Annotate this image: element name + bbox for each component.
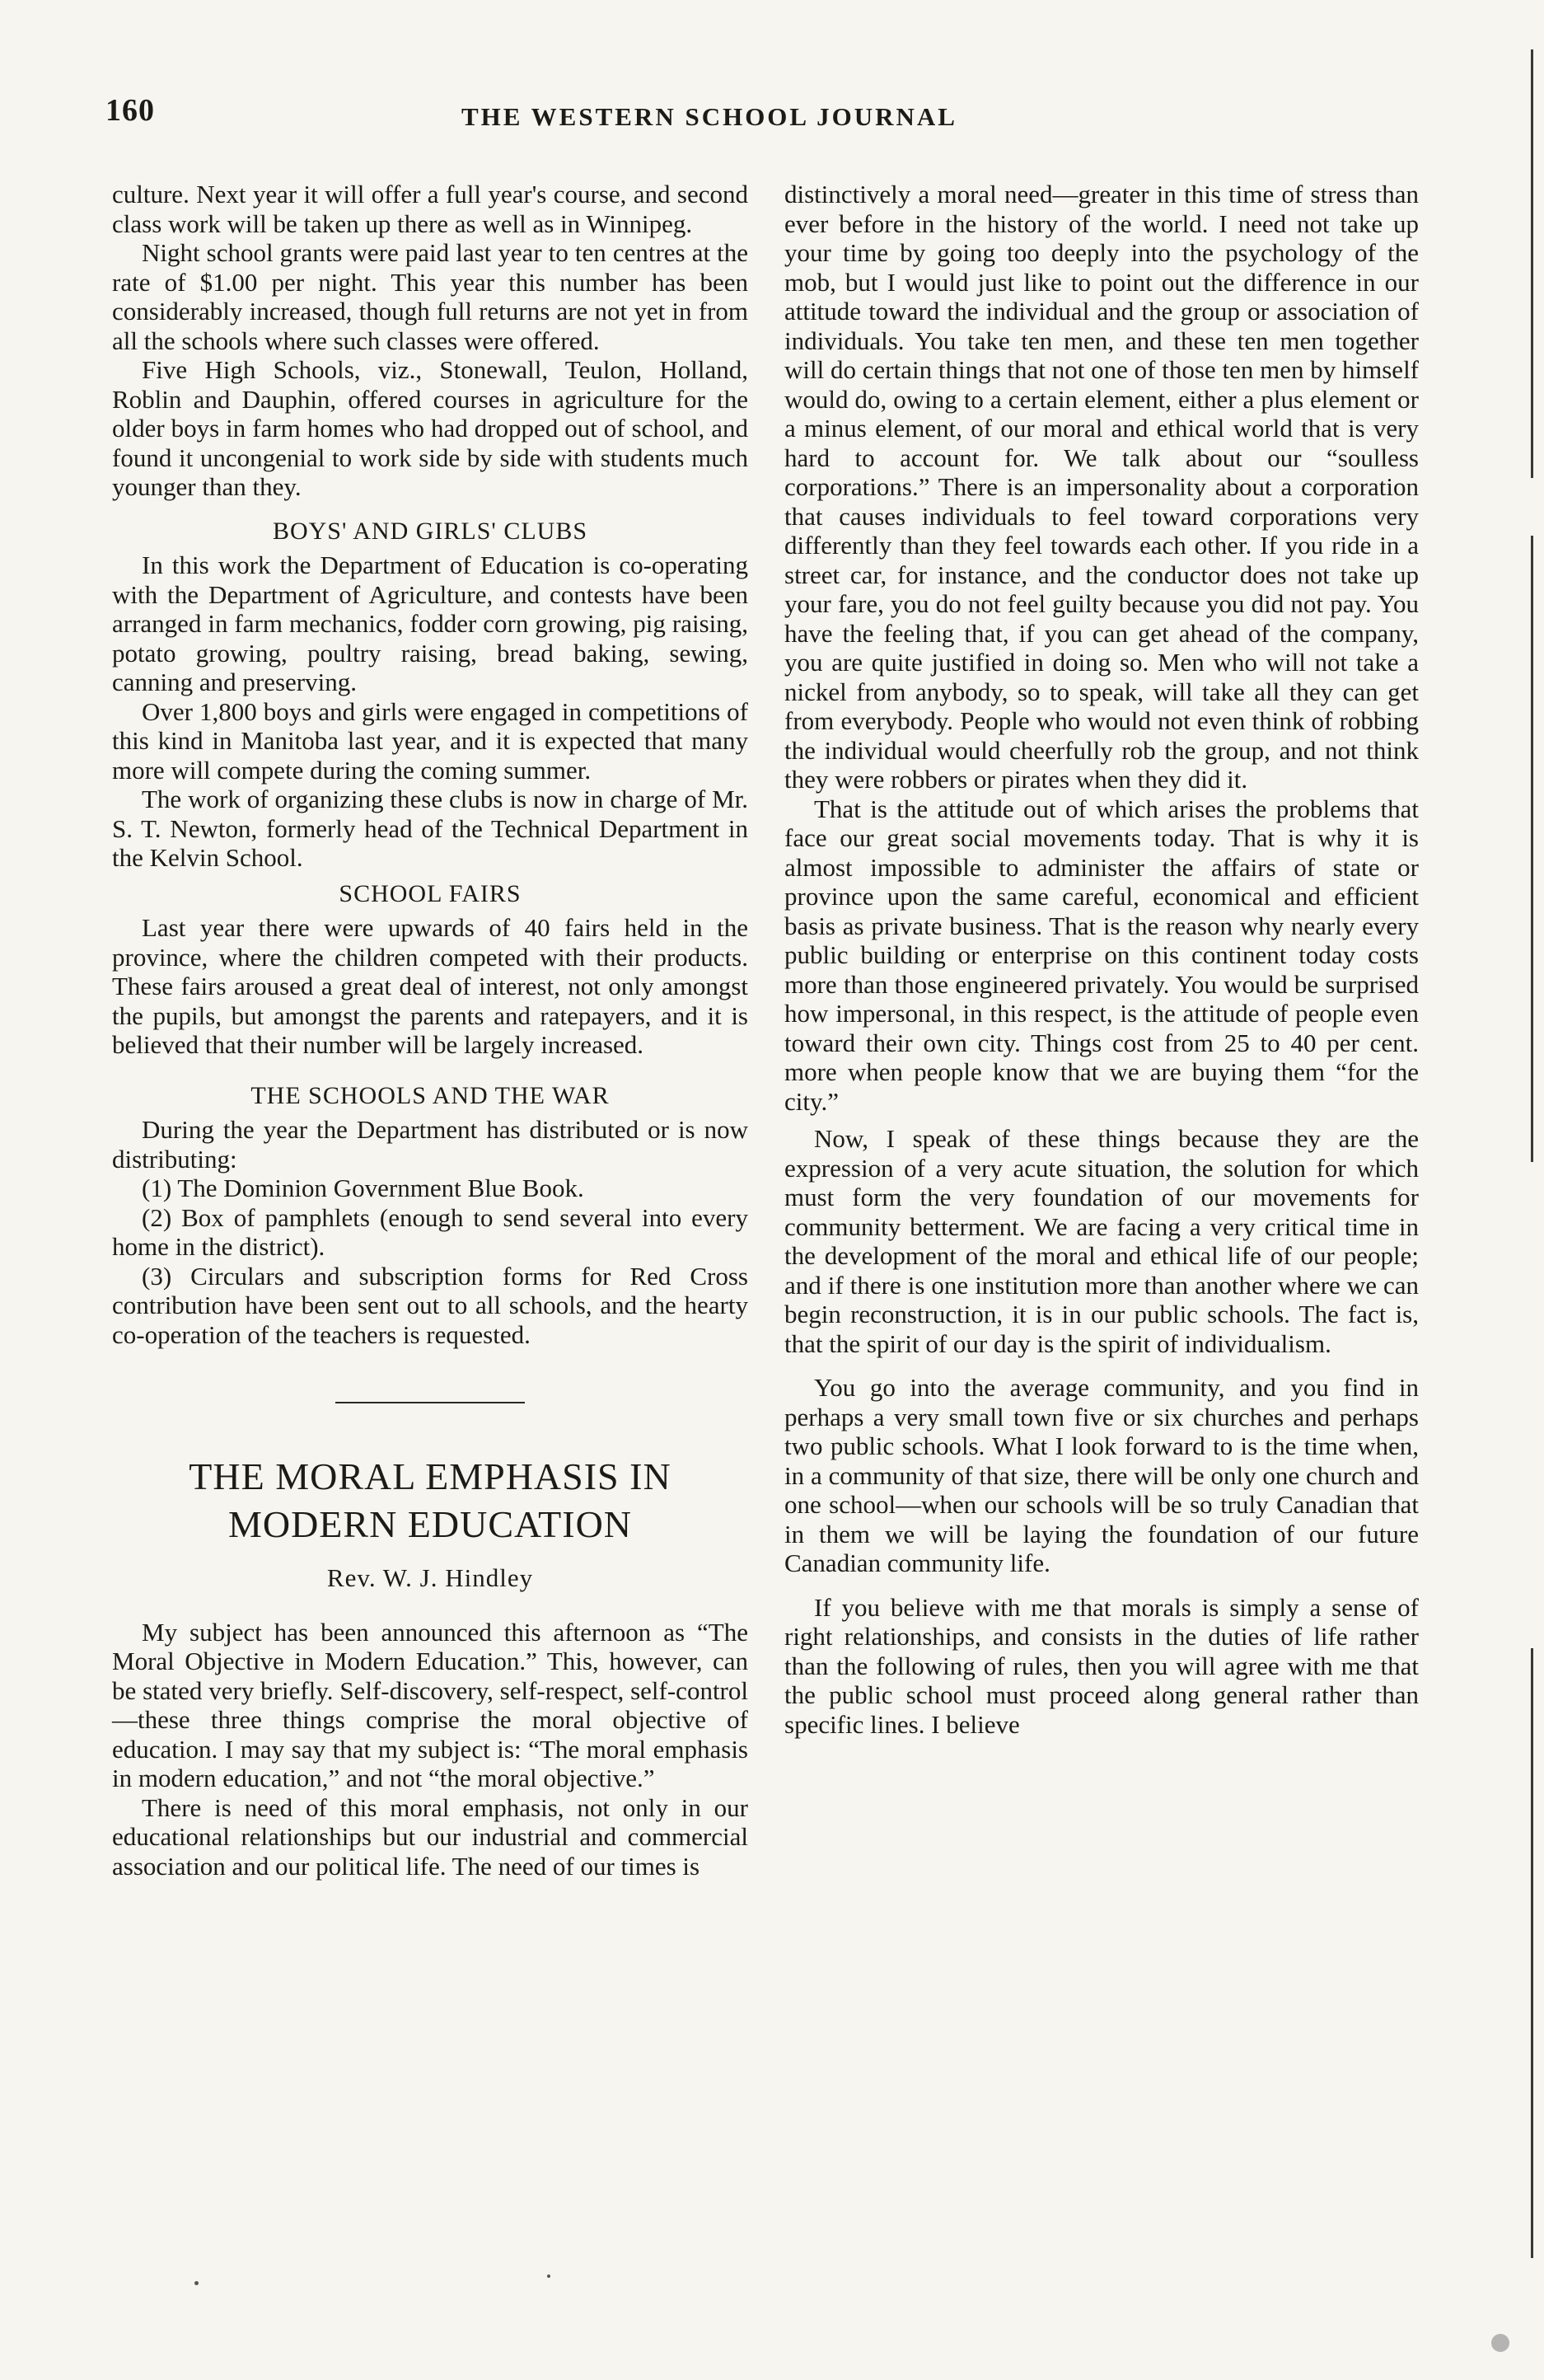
- edge-line: [1531, 536, 1533, 1162]
- list-item: (1) The Dominion Government Blue Book.: [142, 1174, 584, 1202]
- section-heading-war: THE SCHOOLS AND THE WAR: [250, 1081, 610, 1109]
- paragraph: Over 1,800 boys and girls were engaged in competitions of this kind in Manitoba last year, and it is expected that many more will compete during the coming summer.: [112, 696, 748, 785]
- divider: [335, 1402, 525, 1403]
- left-column: [112, 180, 748, 1881]
- list-item: (2) Box of pamphlets (enough to send several into every home in the district).: [112, 1202, 748, 1261]
- paragraph: Five High Schools, viz., Stonewall, Teulon, Holland, Roblin and Dauphin, offered courses in agriculture for the older boys in farm homes who had dropped out of school, and found it uncongenial to work side by side with students much younger than they.: [112, 355, 748, 501]
- page-edge-binding: [1531, 0, 1534, 2380]
- paragraph: You go into the average community, and you find in perhaps a very small town five or six churches and perhaps two public schools. What I look forward to is the time when, in a community of that size, there will be only one church and one school—when our schools will be so truly Canadian that in them we will be laying the foundation of our future Canadian community life.: [784, 1373, 1419, 1577]
- byline: Rev. W. J. Hindley: [326, 1563, 534, 1592]
- article-title-line-1: THE MORAL EMPHASIS IN: [189, 1455, 671, 1497]
- print-speck: [547, 2275, 550, 2278]
- section-heading-clubs: BOYS' AND GIRLS' CLUBS: [272, 517, 588, 545]
- paragraph: My subject has been announced this afternoon as “The Moral Objective in Modern Education.” This, however, can be stated very briefly. Self-discovery, self-respect, self-control—these three things comprise the moral objective of education. I may say that my subject is: “The moral emphasis in modern education,” and not “the moral objective.”: [112, 1617, 748, 1792]
- paragraph: Night school grants were paid last year to ten centres at the rate of $1.00 per night. This year this number has been considerably increased, though full returns are not yet in from all the schools where such classes were offered.: [112, 238, 748, 355]
- paragraph: The work of organizing these clubs is now in charge of Mr. S. T. Newton, formerly head of the Technical Department in the Kelvin School.: [112, 785, 748, 872]
- edge-line: [1531, 1648, 1533, 2258]
- paragraph: Now, I speak of these things because they are the expression of a very acute situation, the solution for which must form the very foundation of our movements for community betterment. We are facing a very critical time in the development of the moral and ethical life of our people; and if there is one institution more than another where we can begin reconstruction, it is in our public schools. The fact is, that the spirit of our day is the spirit of individualism.: [784, 1124, 1419, 1358]
- paragraph: During the year the Department has distributed or is now distributing:: [112, 1115, 748, 1174]
- list-item: (3) Circulars and subscription forms for Red Cross contribution have been sent out to all schools, and the hearty co-operation of the teachers is requested.: [112, 1261, 748, 1349]
- print-speck: [1491, 2334, 1509, 2352]
- paragraph: If you believe with me that morals is simply a sense of right relationships, and consists in the duties of life rather than the following of rules, then you will agree with me that the public school must proceed along general rather than specific lines. I believe: [784, 1592, 1419, 1739]
- paragraph: In this work the Department of Education is co-operating with the Department of Agriculture, and contests have been arranged in farm mechanics, fodder corn growing, pig raising, potato growing, poultry raising, bread baking, sewing, canning and preserving.: [112, 550, 748, 696]
- edge-line: [1531, 49, 1533, 478]
- running-head: THE WESTERN SCHOOL JOURNAL: [461, 102, 957, 131]
- paragraph: That is the attitude out of which arises the problems that face our great social movements today. That is why it is almost impossible to administer the affairs of state or province upon the same careful, economical and efficient basis as private business. That is the reason why nearly every public building or enterprise on this continent today costs more than those engineered privately. You would be surprised how impersonal, in this respect, is the attitude of people even toward their own city. Things cost from 25 to 40 per cent. more when people know that we are buying them “for the city.”: [784, 794, 1419, 1116]
- paragraph: Last year there were upwards of 40 fairs held in the province, where the children competed with their products. These fairs aroused a great deal of interest, not only amongst the pupils, but amongst the parents and ratepayers, and it is believed that their number will be largely increased.: [112, 913, 748, 1059]
- paragraph: There is need of this moral emphasis, not only in our educational relationships but our industrial and commercial association and our political life. The need of our times is: [112, 1792, 748, 1881]
- paragraph: distinctively a moral need—greater in this time of stress than ever before in the history of the world. I need not take up your time by going too deeply into the psychology of the mob, but I would just like to point out the difference in our attitude toward the individual and the group or association of individuals. You take ten men, and these ten men together will do certain things that not one of those ten men by himself would do, owing to a certain element, either a plus element or a minus element, of our moral and ethical world that is very hard to account for. We talk about our “soulless corporations.” There is an impersonality about a corporation that causes individuals to feel toward corporations very differently than they feel towards each other. If you ride in a street car, for instance, and the conductor does not take up your fare, you do not feel guilty because you did not pay. You have the feeling that, if you can get ahead of the company, you are quite justified in doing so. Men who will not take a nickel from anybody, so to speak, will take all they can get from everybody. People who would not even think of robbing the individual would cheerfully rob the group, and not think they were robbers or pirates when they did it.: [784, 180, 1419, 794]
- article-title-line-2: MODERN EDUCATION: [227, 1503, 633, 1545]
- page-number: 160: [105, 93, 155, 128]
- article-title: [112, 1453, 748, 1548]
- print-speck: [194, 2281, 199, 2285]
- section-heading-fairs: SCHOOL FAIRS: [339, 879, 522, 907]
- paragraph: culture. Next year it will offer a full year's course, and second class work will be taken up there as well as in Winnipeg.: [112, 180, 748, 238]
- right-column: [784, 180, 1419, 1739]
